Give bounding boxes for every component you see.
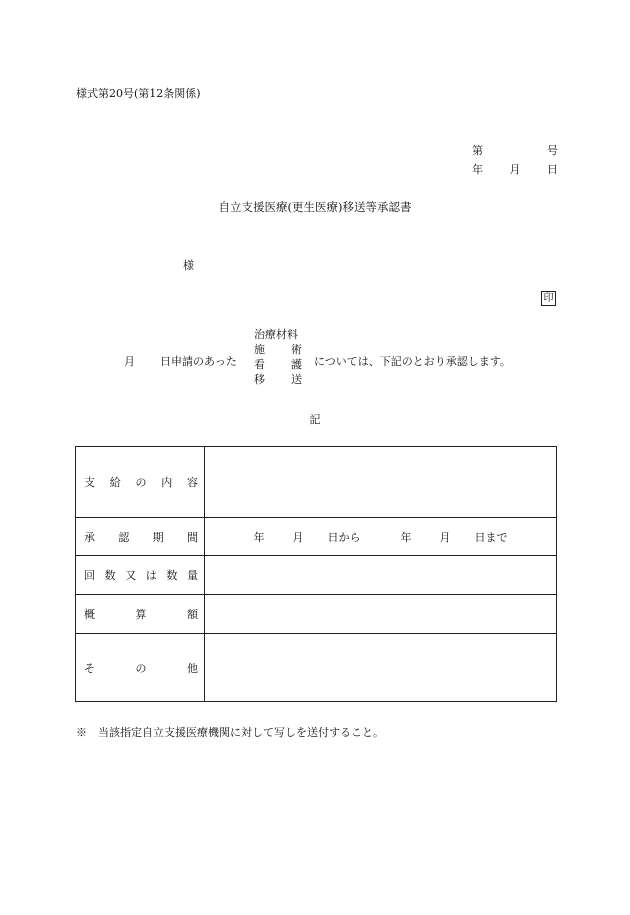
date-year: 年 [472,163,483,176]
period-to-day: 日まで [474,530,508,544]
item-option-char-1: 施 [254,343,265,356]
item-option [254,357,302,372]
form-number: 様式第20号(第12条関係) [76,87,201,100]
date-day: 日 [547,163,558,176]
document-number-row [472,141,558,160]
table-row [76,518,557,556]
seal-mark: 印 [541,291,556,306]
label-char: 容 [187,476,198,489]
label-char: 量 [186,569,198,582]
row-value-cell [205,595,557,634]
table-row [76,556,557,595]
row-value-cell [205,447,557,518]
period-to-month: 月 [439,530,451,544]
document-number-date-block [472,141,558,179]
label-char: 額 [187,608,198,621]
label-char: の [135,476,147,489]
row-label-cell [76,518,205,556]
document-title: 自立支援医療(更生医療)移送等承認書 [218,200,412,214]
approval-period [205,529,556,545]
row-label [76,660,204,676]
row-label-cell [76,447,205,518]
item-option [254,327,302,342]
label-char: 他 [187,661,198,675]
row-value-cell [205,518,557,556]
addressee-suffix: 様 [183,259,194,272]
footnote: ※ 当該指定自立支援医療機関に対して写しを送付すること。 [76,726,384,739]
row-label-cell [76,556,205,595]
row-label [76,567,204,583]
table-row [76,595,557,634]
row-label [76,474,204,490]
row-value-cell [205,556,557,595]
row-value-cell [205,634,557,702]
label-char: 認 [118,530,130,544]
period-from-day: 日から [327,530,361,544]
row-label-cell [76,634,205,702]
label-char: 間 [186,530,198,544]
label-char: 給 [109,476,121,489]
period-from-month: 月 [292,530,304,544]
label-char: は [145,569,157,582]
row-label [76,529,204,545]
table-row [76,447,557,518]
label-char: 内 [161,476,173,489]
period-to-year: 年 [400,530,412,544]
items-choice-list [254,327,302,387]
item-option-char-1: 移 [254,373,265,386]
label-char: 概 [84,608,95,621]
number-go: 号 [547,144,558,157]
item-option-char-2: 術 [291,343,302,356]
label-char: 算 [135,608,147,621]
label-char: 支 [84,476,95,489]
table-row [76,634,557,702]
period-from-year: 年 [253,530,265,544]
details-table [75,446,557,702]
item-option-char-2: 護 [291,358,302,371]
item-option-char-1: 看 [254,358,265,371]
label-char: 承 [84,530,95,544]
issue-date-row [472,160,558,179]
ki-heading: 記 [309,413,321,426]
label-char: 期 [152,530,164,544]
row-label-cell [76,595,205,634]
approval-statement: については、下記のとおり承認します。 [314,355,511,368]
label-char: の [135,661,147,675]
label-char: 又 [125,569,137,582]
row-label [76,606,204,622]
item-option-text: 治療材料 [254,328,298,341]
date-month: 月 [509,163,521,176]
label-char: そ [84,661,95,675]
item-option [254,372,302,387]
item-option-char-2: 送 [291,373,302,386]
label-char: 数 [104,569,116,582]
request-day-text: 日申請のあった [160,355,237,368]
number-dai: 第 [472,144,483,157]
request-month: 月 [124,355,135,368]
label-char: 数 [166,569,178,582]
label-char: 回 [84,569,95,582]
item-option [254,342,302,357]
